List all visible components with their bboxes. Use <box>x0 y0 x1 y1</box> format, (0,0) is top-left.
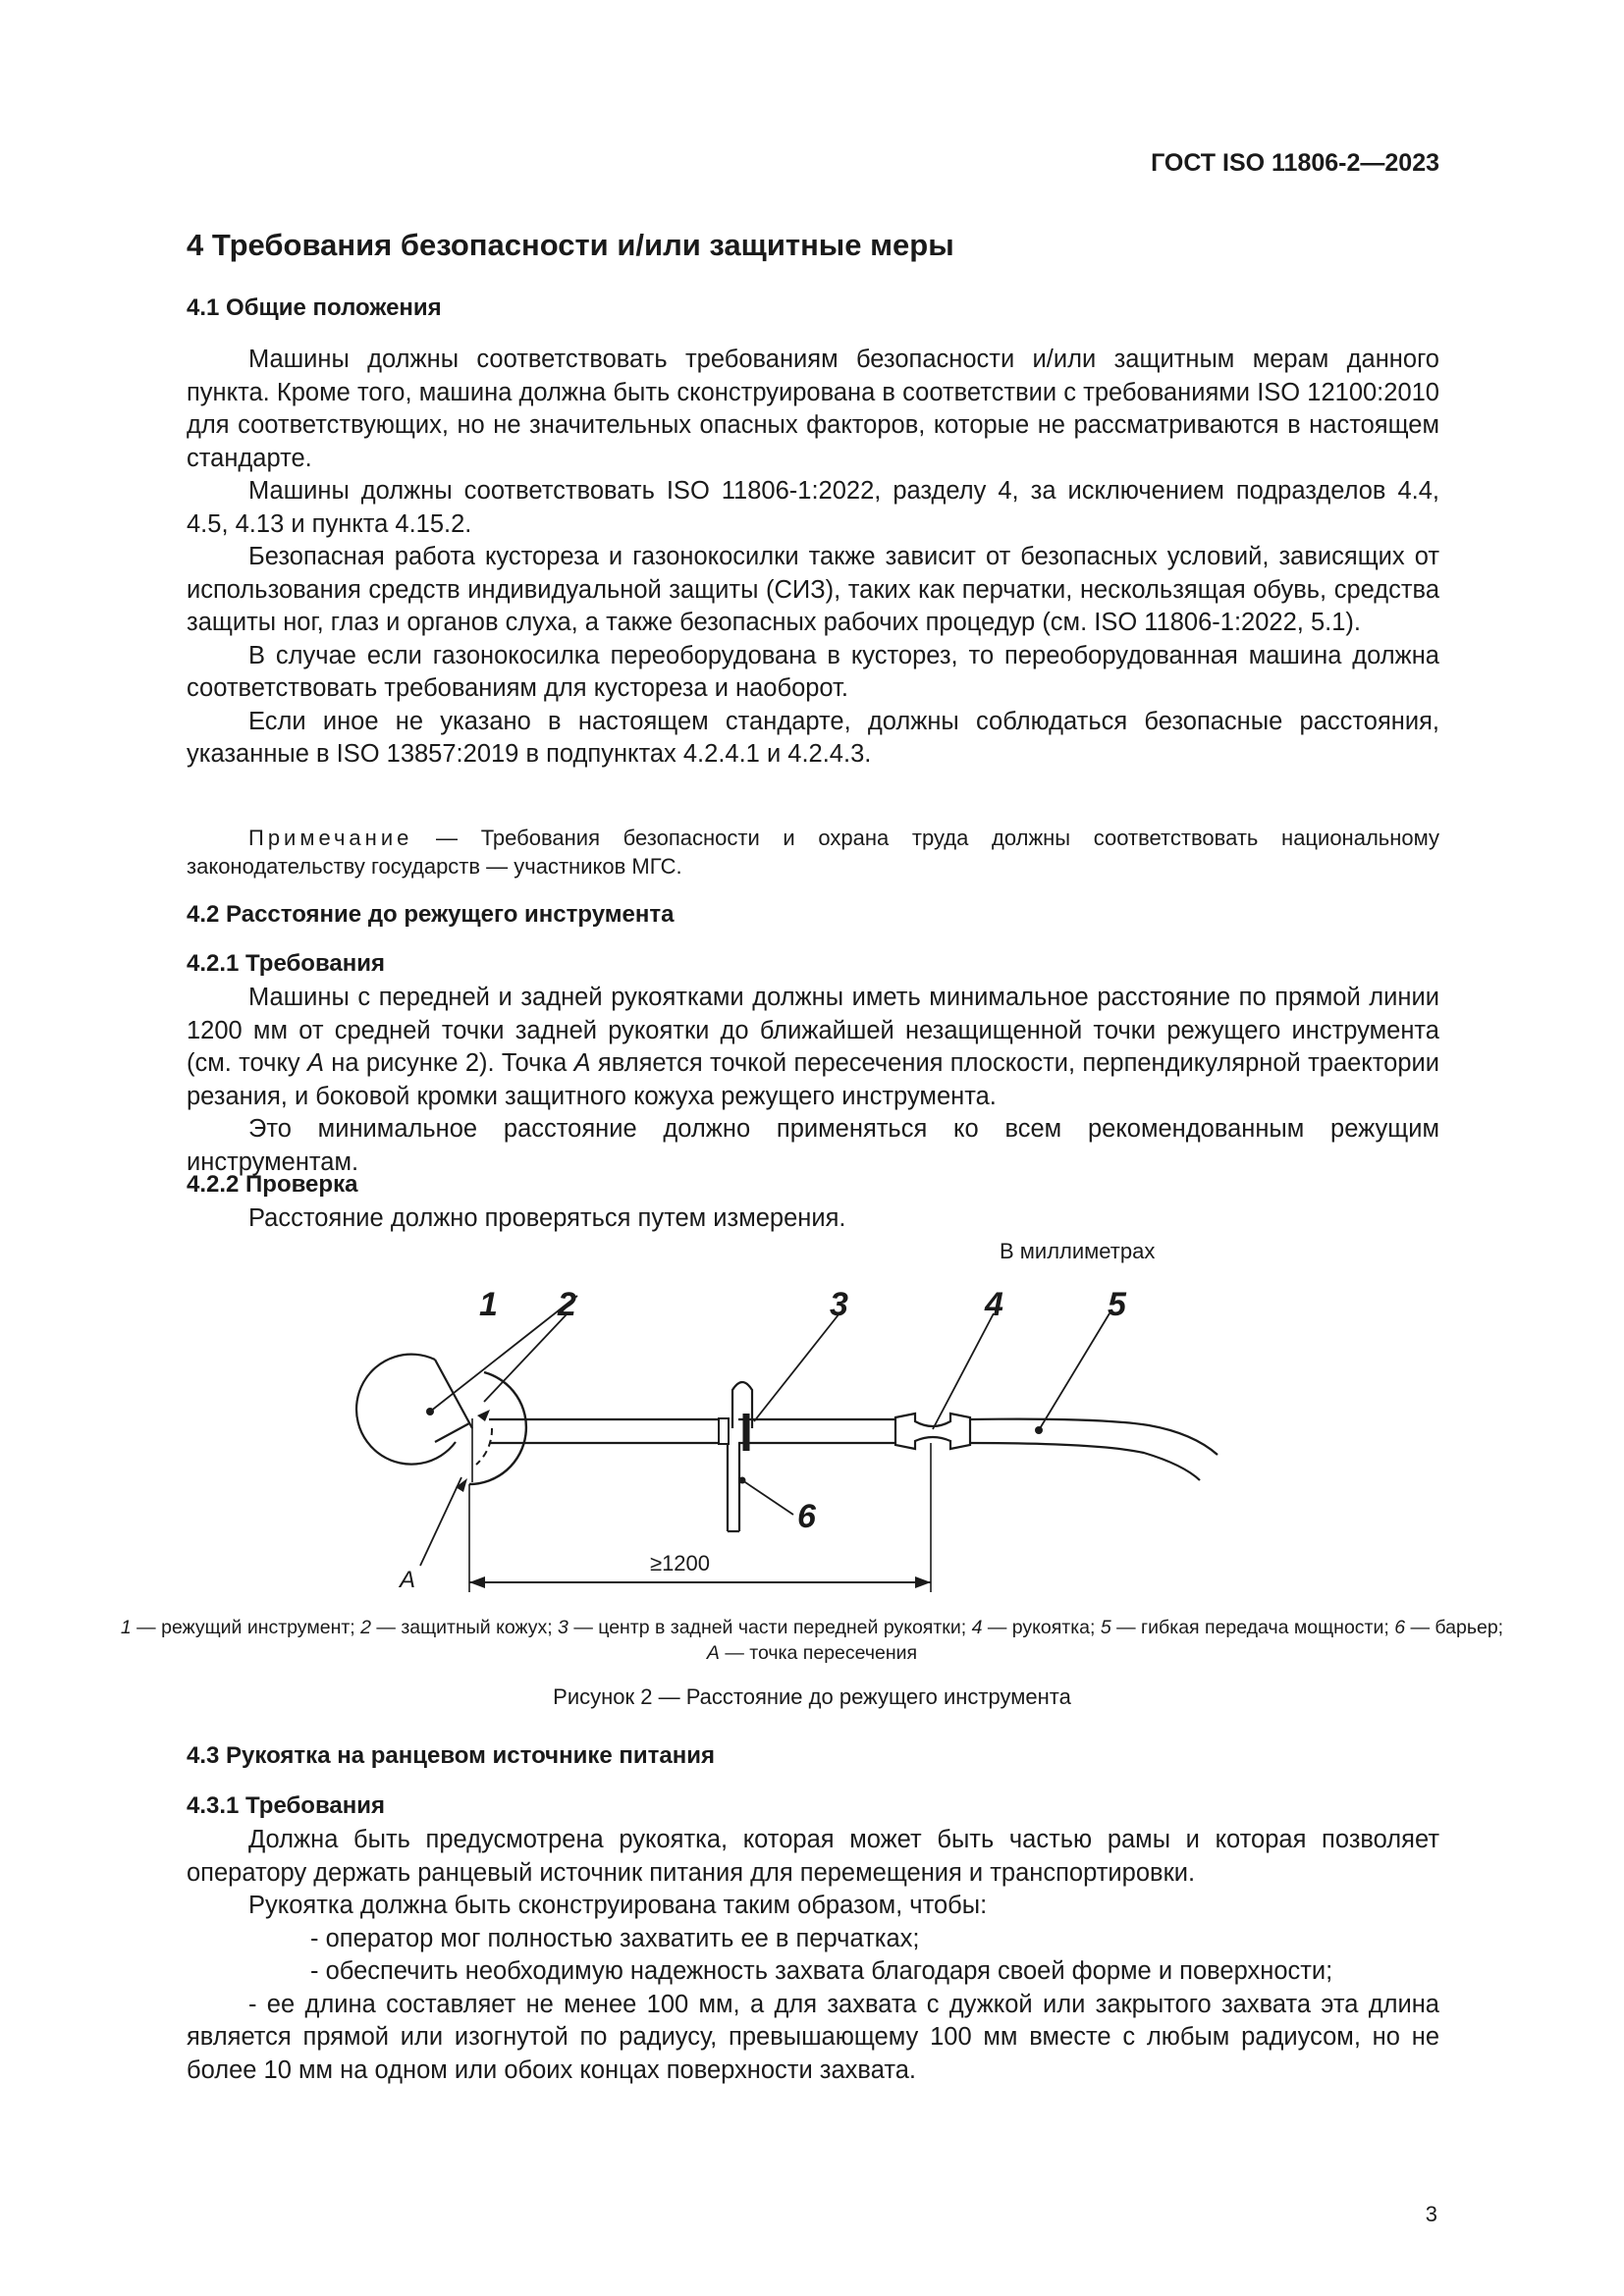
dimension-value: ≥1200 <box>650 1551 711 1575</box>
leader-6 <box>742 1480 793 1515</box>
leader-dot <box>739 1477 746 1484</box>
list-item: - оператор мог полностью захватить ее в перчатках; <box>310 1924 920 1952</box>
list-item: - обеспечить необходимую надежность захвата благодаря своей форме и поверхности; <box>310 1957 1333 1985</box>
leader-4 <box>933 1313 994 1429</box>
subsection-4-2-1-body <box>187 982 1439 1179</box>
figure-label-5: 5 <box>1108 1286 1126 1323</box>
leader-dot <box>1035 1426 1043 1434</box>
figure-label-A: А <box>400 1567 416 1593</box>
figure-label-4: 4 <box>985 1286 1003 1323</box>
paragraph: Безопасная работа кустореза и газонокосилки также зависит от безопасных условий, зависящих от использования средств индивидуальной защиты (СИЗ), таких как перчатки, нескользящая обувь, средства защиты ног, глаз и органов слуха, а также безопасных рабочих процедур (см. ISO 11806-1:2022, 5.1). <box>187 543 1439 636</box>
section-4-title: 4 Требования безопасности и/или защитные меры <box>187 228 954 262</box>
subsection-4-2-2-title: 4.2.2 Проверка <box>187 1171 358 1198</box>
paragraph: Машины должны соответствовать требованиям безопасности и/или защитным мерам данного пункта. Кроме того, машина должна быть сконструирована в соответствии с требованиями ISO 12100:2010 для соответствующих, но не значительных опасных факторов, которые не рассматриваются в настоящем стандарте. <box>187 346 1439 472</box>
subsection-4-2-title: 4.2 Расстояние до режущего инструмента <box>187 901 675 928</box>
leader-2 <box>484 1313 568 1402</box>
subsection-4-1-body <box>187 344 1439 772</box>
leader-1 <box>430 1296 577 1412</box>
rear-handle <box>895 1414 970 1449</box>
figure-legend: 1 — режущий инструмент; 2 — защитный кожух; 3 — центр в задней части передней рукоятки; 4 — рукоятка; 5 — гибкая передача мощности; 6 — барьер; А — точка пересечения <box>120 1617 1504 1664</box>
figure-label-1: 1 <box>479 1286 498 1323</box>
guard-arc-dashed <box>476 1428 492 1465</box>
dimension-arrow-right <box>915 1576 931 1588</box>
figure-title: Рисунок 2 — Расстояние до режущего инструмента <box>553 1684 1071 1709</box>
figure-label-6: 6 <box>797 1498 816 1535</box>
leader-5 <box>1039 1313 1110 1430</box>
note-text: — Требования безопасности и охрана труда должны соответствовать национальному законодательству государств — участников МГС. <box>187 826 1439 879</box>
page-number: 3 <box>1425 2202 1437 2226</box>
figure-label-2: 2 <box>558 1286 576 1323</box>
figure-label-3: 3 <box>830 1286 848 1323</box>
guard-line-lower <box>435 1423 469 1442</box>
paragraph: Должна быть предусмотрена рукоятка, которая может быть частью рамы и которая позволяет оператору держать ранцевый источник питания для перемещения и транспортировки. <box>187 1826 1439 1887</box>
subsection-4-3-1-body <box>187 1824 1439 2087</box>
note-label: Примечание <box>248 826 413 850</box>
leader-3 <box>754 1313 839 1421</box>
leader-A <box>420 1477 461 1566</box>
flex-drive-upper <box>970 1419 1218 1455</box>
handle-clamp <box>719 1418 729 1444</box>
subsection-4-3-1-title: 4.3.1 Требования <box>187 1792 386 1819</box>
paragraph: Машины с передней и задней рукоятками должны иметь минимальное расстояние по прямой линии 1200 мм от средней точки задней рукоятки до ближайшей незащищенной точки режущего инструмента (см. точку А на рисунке 2). Точка А является точкой пересечения плоскости, перпендикулярной траектории резания, и боковой кромки защитного кожуха режущего инструмента. <box>187 984 1439 1110</box>
paragraph: Рукоятка должна быть сконструирована таким образом, чтобы: <box>248 1892 988 1919</box>
paragraph: Расстояние должно проверяться путем измерения. <box>248 1204 846 1232</box>
list-item: - ее длина составляет не менее 100 мм, а для захвата с дужкой или закрытого захвата эта длина является прямой или изогнутой по радиусу, превышающему 100 мм вместе с любым радиусом, но не более 10 мм на одном или обоих концах поверхности захвата. <box>187 1990 1439 2084</box>
figure-units: В миллиметрах <box>1000 1239 1156 1263</box>
dimension-arrow-left <box>469 1576 485 1588</box>
paragraph: Машины должны соответствовать ISO 11806-1:2022, разделу 4, за исключением подразделов 4.4, 4.5, 4.13 и пункта 4.15.2. <box>187 477 1439 538</box>
paragraph: Если иное не указано в настоящем стандарте, должны соблюдаться безопасные расстояния, указанные в ISO 13857:2019 в подпунктах 4.2.4.1 и 4.2.4.3. <box>187 707 1439 768</box>
paragraph: В случае если газонокосилка переоборудована в кусторез, то переоборудованная машина должна соответствовать требованиям для кустореза и наоборот. <box>187 641 1439 702</box>
guard-arc <box>469 1372 526 1484</box>
subsection-4-1-title: 4.1 Общие положения <box>187 294 442 321</box>
document-code: ГОСТ ISO 11806-2—2023 <box>1151 149 1439 177</box>
subsection-4-2-1-title: 4.2.1 Требования <box>187 950 386 977</box>
leader-arrow-2 <box>477 1410 490 1421</box>
paragraph: Это минимальное расстояние должно применяться ко всем рекомендованным режущим инструментам. <box>187 1115 1439 1176</box>
leader-dot <box>426 1408 434 1415</box>
note <box>187 825 1439 881</box>
subsection-4-3-title: 4.3 Рукоятка на ранцевом источнике питания <box>187 1742 715 1769</box>
flex-drive-lower <box>970 1443 1200 1480</box>
figure-2-diagram <box>0 1266 1624 1605</box>
